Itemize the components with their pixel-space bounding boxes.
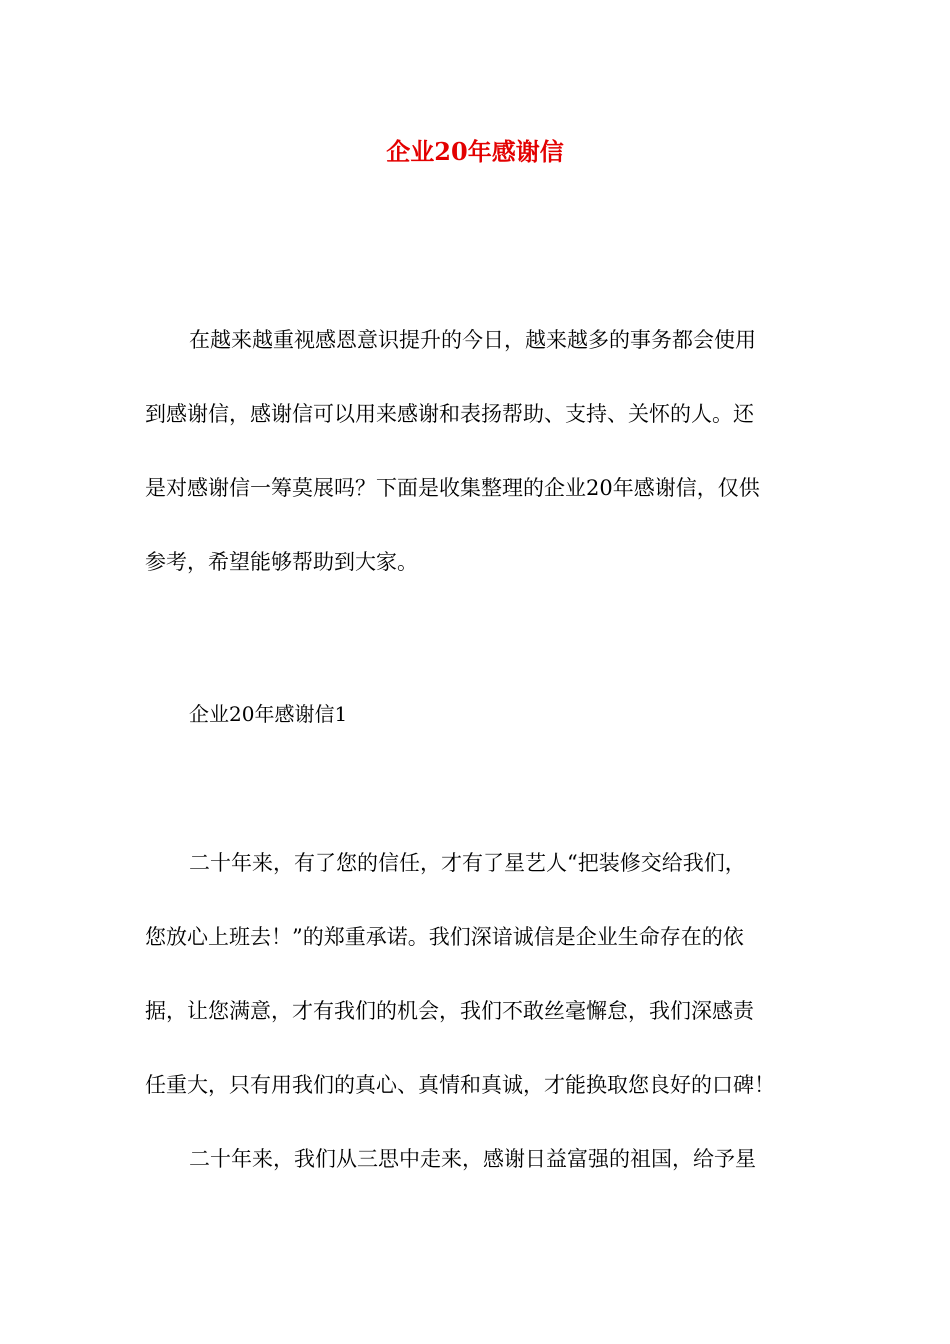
intro-line: 是对感谢信一筹莫展吗？下面是收集整理的企业20年感谢信，仅供	[145, 476, 760, 500]
body-line: 二十年来，我们从三思中走来，感谢日益富强的祖国，给予星	[189, 1147, 756, 1171]
intro-line: 参考，希望能够帮助到大家。	[145, 550, 418, 574]
body-line: 二十年来，有了您的信任，才有了星艺人“把装修交给我们，	[189, 851, 746, 875]
body-line: 据，让您满意，才有我们的机会，我们不敢丝毫懈怠，我们深感责	[145, 999, 754, 1023]
document-title: 企业20年感谢信	[386, 137, 564, 166]
intro-line: 到感谢信，感谢信可以用来感谢和表扬帮助、支持、关怀的人。还	[145, 402, 754, 426]
section-heading: 企业20年感谢信1	[189, 702, 348, 726]
body-line: 您放心上班去！”的郑重承诺。我们深谙诚信是企业生命存在的依	[145, 925, 744, 949]
body-line: 任重大，只有用我们的真心、真情和真诚，才能换取您良好的口碑！	[145, 1073, 775, 1097]
intro-line: 在越来越重视感恩意识提升的今日，越来越多的事务都会使用	[189, 328, 756, 352]
